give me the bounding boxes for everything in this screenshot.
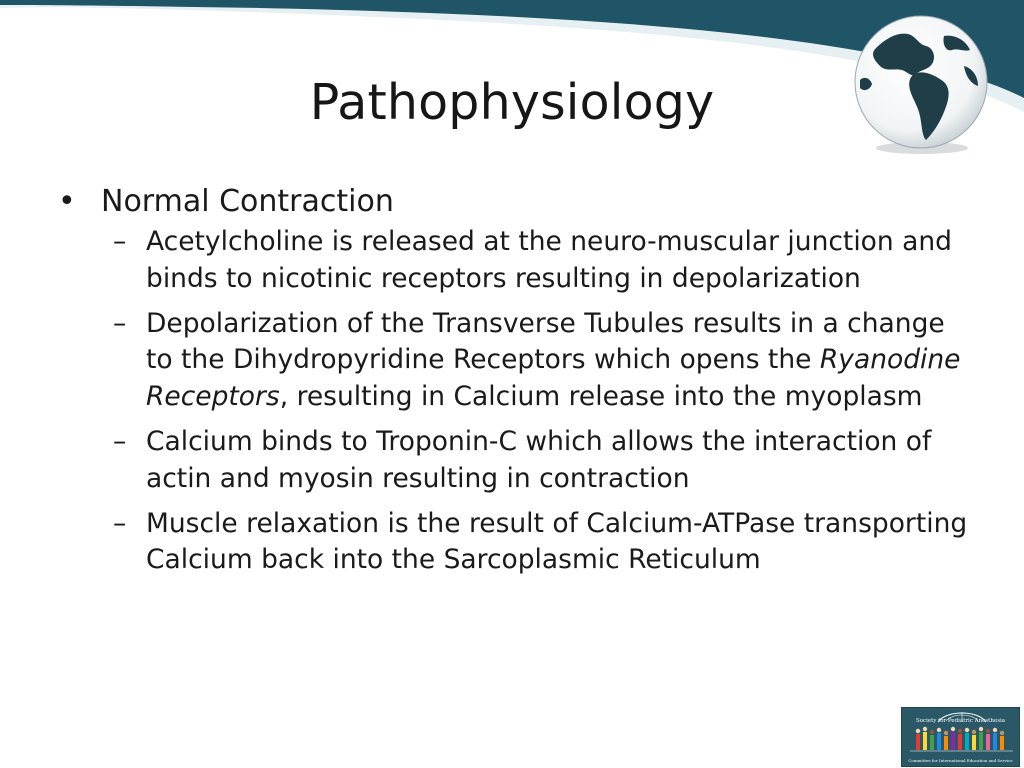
dash-marker: – — [113, 307, 127, 339]
dash-marker: – — [113, 425, 127, 457]
sub-bullet-acetylcholine — [58, 224, 978, 298]
sub-bullet-depolarization — [58, 306, 978, 416]
logo-tagline: Committee for International Education and Service — [908, 758, 1013, 763]
dash-marker: – — [113, 507, 127, 539]
sub-bullet-text-part: , resulting in Calcium release into the myoplasm — [279, 381, 923, 413]
dash-marker: – — [113, 226, 127, 257]
sub-bullet-troponin — [58, 424, 978, 498]
sub-bullet-list — [58, 224, 978, 579]
bullet-normal-contraction — [58, 182, 978, 222]
bullet-marker: • — [58, 184, 76, 219]
sub-bullet-italic-term: Ryanodine Receptors — [146, 344, 961, 413]
bullet-list — [58, 182, 978, 587]
sub-bullet-text: Calcium binds to Troponin-C which allows the interaction of actin and myosin resulting in contraction — [146, 425, 932, 494]
logo-society-name: Society for Pediatric Anesthesia — [915, 718, 1006, 724]
sub-bullet-text: Muscle relaxation is the result of Calcium-ATPase transporting Calcium back into the Sarcoplasmic Reticulum — [146, 507, 968, 576]
sub-bullet-text: Acetylcholine is released at the neuro-muscular junction and binds to nicotinic receptors resulting in depolarization — [146, 226, 952, 294]
sub-bullet-text-part: Depolarization of the Transverse Tubules results in a change to the Dihydropyridine Receptors which opens the — [146, 307, 945, 376]
slide-title: Pathophysiology — [309, 74, 715, 131]
society-logo — [901, 707, 1020, 767]
sub-bullet-relaxation — [58, 506, 978, 580]
bullet-label: Normal Contraction — [101, 184, 394, 219]
